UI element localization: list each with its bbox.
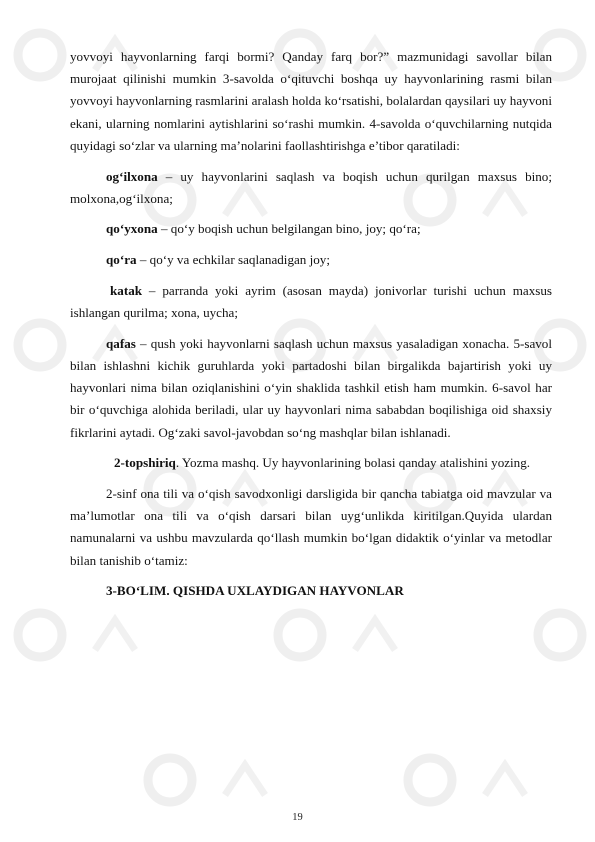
definition-ogilxona [70,166,552,210]
definition-katak [70,280,552,324]
definition-qoyxona-text: – qo‘y boqish uchun belgilangan bino, joy; qo‘ra; [157,221,421,237]
task-paragraph [70,452,552,474]
page-number: 19 [292,812,303,823]
definition-qoyxona [70,218,552,240]
definition-qafas [70,333,552,444]
paragraph-closing [70,483,552,572]
task-label: 2-topshiriq [114,455,176,471]
term-ogilxona: og‘ilxona [106,168,158,184]
body-text [70,46,552,611]
term-katak: katak [110,282,143,298]
term-qafas: qafas [106,335,136,351]
paragraph-intro [70,46,552,157]
task-text: . Yozma mashq. Uy hayvonlarining bolasi qanday atalishini yozing. [175,455,531,471]
term-qoyxona: qo‘yxona [106,221,158,237]
definition-qora [70,249,552,271]
definition-ogilxona-text: – uy hayvonlarini saqlash va boqish uchun qurilgan maxsus bino; molxona,og‘ilxona; [70,168,552,206]
paragraph-closing-text: 2-sinf ona tili va o‘qish savodxonligi darsligida bir qancha tabiatga oid mavzular va ma’lumotlar ona tili va o‘qish darsari bilan uyg‘unlikda kiritilgan.Quyida ulardan namunalarni va ushbu mavzularda qo‘llash mumkin bo‘lgan didaktik o‘yinlar va metodlar bilan tanishib o‘tamiz: [70,485,552,568]
term-qora: qo‘ra [106,252,137,268]
paragraph-intro-text: yovvoyi hayvonlarning farqi bormi? Qanday farq bor?” mazmunidagi savollar bilan murojaat qilinishi mumkin 3-savolda o‘qituvchi boshqa uy hayvonlarining rasmi bilan yovvoyi hayvonlarning rasmlarini aralash holda ko‘rsatishi, bolalardan qaysilari uy hayvoni ekani, ularning nomlarini aytishlarini so‘rashi mumkin. 4-savolda o‘quvchilarning nutqida quyidagi so‘zlar va ularning ma’nolarini faollashtirishga e’tibor qaratiladi: [70,49,552,153]
definition-katak-text: – parranda yoki ayrim (asosan mayda) jonivorlar turishi uchun maxsus ishlangan qurilma; xona, uycha; [70,282,552,321]
definition-qafas-text: – qush yoki hayvonlarni saqlash uchun maxsus yasaladigan xonacha. 5-savol bilan ishlashni kichik guruhlarda yoki partadoshi bilan birgalikda bajartirish yoki uy hayvonlari nima bilan oziqlanishini o‘yin shaklida tashkil etish ham mumkin. 6-savol har bir o‘quvchiga alohida beriladi, ular uy hayvonlari nima sababdan boqilishiga oid shaxsiy fikrlarini aytadi. Og‘zaki savol-javobdan so‘ng mashqlar bilan ishlanadi. [70,335,552,440]
section-heading: 3-BO‘LIM. QISHDA UXLAYDIGAN HAYVONLAR [106,583,404,599]
definition-qora-text: – qo‘y va echkilar saqlanadigan joy; [136,252,330,268]
